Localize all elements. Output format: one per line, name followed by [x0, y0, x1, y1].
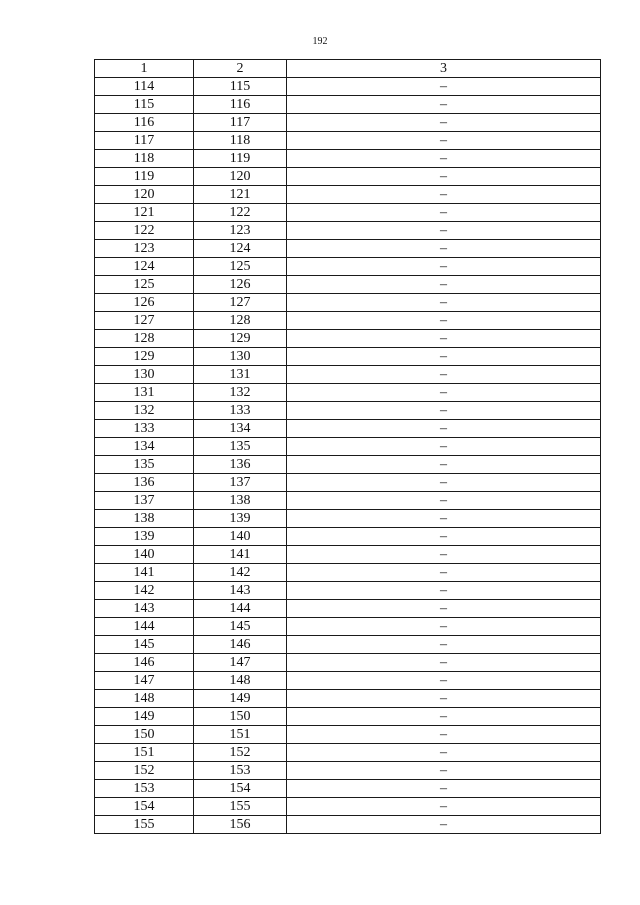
- table-cell-col-3: –: [287, 798, 601, 816]
- table-cell-col-2: 150: [194, 708, 287, 726]
- table-cell-col-1: 129: [95, 348, 194, 366]
- table-cell-col-2: 118: [194, 132, 287, 150]
- table-row: [95, 780, 601, 798]
- table-cell-col-2: 146: [194, 636, 287, 654]
- table-cell-col-1: 123: [95, 240, 194, 258]
- table-row: [95, 618, 601, 636]
- table-cell-col-1: 155: [95, 816, 194, 834]
- table-cell-col-3: –: [287, 762, 601, 780]
- table-row: [95, 402, 601, 420]
- table-cell-col-2: 144: [194, 600, 287, 618]
- table-cell-col-1: 119: [95, 168, 194, 186]
- table-cell-col-2: 127: [194, 294, 287, 312]
- table-cell-col-3: –: [287, 546, 601, 564]
- table-row: [95, 474, 601, 492]
- table-cell-col-1: 124: [95, 258, 194, 276]
- table-row: [95, 762, 601, 780]
- table-cell-col-1: 147: [95, 672, 194, 690]
- table-cell-col-1: 140: [95, 546, 194, 564]
- table-cell-col-3: –: [287, 240, 601, 258]
- table-row: [95, 546, 601, 564]
- table-cell-col-2: 143: [194, 582, 287, 600]
- table-cell-col-1: 137: [95, 492, 194, 510]
- table-cell-col-1: 136: [95, 474, 194, 492]
- table-cell-col-2: 124: [194, 240, 287, 258]
- table-cell-col-1: 141: [95, 564, 194, 582]
- table-cell-col-1: 132: [95, 402, 194, 420]
- table-cell-col-2: 148: [194, 672, 287, 690]
- table-row: [95, 510, 601, 528]
- table-cell-col-3: –: [287, 96, 601, 114]
- table-row: [95, 150, 601, 168]
- table-row: [95, 78, 601, 96]
- table-cell-col-2: 122: [194, 204, 287, 222]
- table-cell-col-3: –: [287, 222, 601, 240]
- table-cell-col-1: 115: [95, 96, 194, 114]
- table-cell-col-2: 131: [194, 366, 287, 384]
- table-cell-col-2: 155: [194, 798, 287, 816]
- table-row: [95, 636, 601, 654]
- page-number: 192: [312, 36, 328, 47]
- table-cell-col-3: –: [287, 744, 601, 762]
- table-cell-col-3: –: [287, 510, 601, 528]
- table-cell-col-2: 132: [194, 384, 287, 402]
- table-row: [95, 816, 601, 834]
- table-cell-col-3: –: [287, 402, 601, 420]
- table-cell-col-3: –: [287, 636, 601, 654]
- table-cell-col-1: 148: [95, 690, 194, 708]
- table-cell-col-1: 153: [95, 780, 194, 798]
- table-row: [95, 690, 601, 708]
- table-row: [95, 168, 601, 186]
- table-cell-col-3: –: [287, 132, 601, 150]
- table-cell-col-3: –: [287, 294, 601, 312]
- table-cell-col-3: –: [287, 780, 601, 798]
- table-cell-col-3: –: [287, 564, 601, 582]
- table-cell-col-3: –: [287, 816, 601, 834]
- table-row: [95, 672, 601, 690]
- table-cell-col-1: 152: [95, 762, 194, 780]
- table-cell-col-2: 123: [194, 222, 287, 240]
- table-row: [95, 366, 601, 384]
- table-cell-col-2: 121: [194, 186, 287, 204]
- table-cell-col-1: 142: [95, 582, 194, 600]
- table-body: [95, 78, 601, 834]
- table-cell-col-2: 145: [194, 618, 287, 636]
- data-table: [94, 59, 601, 834]
- table-cell-col-3: –: [287, 312, 601, 330]
- table-cell-col-3: –: [287, 600, 601, 618]
- table-cell-col-3: –: [287, 78, 601, 96]
- table-row: [95, 744, 601, 762]
- table-cell-col-3: –: [287, 366, 601, 384]
- table-cell-col-1: 150: [95, 726, 194, 744]
- table-cell-col-3: –: [287, 528, 601, 546]
- table-cell-col-3: –: [287, 492, 601, 510]
- table-cell-col-3: –: [287, 474, 601, 492]
- table-cell-col-1: 120: [95, 186, 194, 204]
- table-row: [95, 294, 601, 312]
- table-cell-col-3: –: [287, 456, 601, 474]
- table-cell-col-2: 129: [194, 330, 287, 348]
- table-cell-col-3: –: [287, 186, 601, 204]
- table-row: [95, 186, 601, 204]
- table-cell-col-3: –: [287, 330, 601, 348]
- table-cell-col-2: 152: [194, 744, 287, 762]
- table-cell-col-2: 120: [194, 168, 287, 186]
- table-cell-col-1: 135: [95, 456, 194, 474]
- table-cell-col-2: 136: [194, 456, 287, 474]
- table-cell-col-1: 143: [95, 600, 194, 618]
- table-header: [95, 60, 601, 78]
- table-cell-col-1: 118: [95, 150, 194, 168]
- table-row: [95, 456, 601, 474]
- header-cell-col-3: 3: [287, 60, 601, 78]
- table-cell-col-3: –: [287, 672, 601, 690]
- table-cell-col-3: –: [287, 420, 601, 438]
- table-cell-col-2: 149: [194, 690, 287, 708]
- table-cell-col-2: 156: [194, 816, 287, 834]
- table-cell-col-3: –: [287, 726, 601, 744]
- table-cell-col-1: 114: [95, 78, 194, 96]
- table-row: [95, 114, 601, 132]
- table-cell-col-1: 131: [95, 384, 194, 402]
- header-cell-col-1: 1: [95, 60, 194, 78]
- table-row: [95, 312, 601, 330]
- table-row: [95, 420, 601, 438]
- table-cell-col-3: –: [287, 618, 601, 636]
- table-cell-col-1: 134: [95, 438, 194, 456]
- table-row: [95, 96, 601, 114]
- table-cell-col-1: 139: [95, 528, 194, 546]
- table-cell-col-3: –: [287, 276, 601, 294]
- table-row: [95, 492, 601, 510]
- table-cell-col-2: 139: [194, 510, 287, 528]
- table-row: [95, 600, 601, 618]
- table-cell-col-2: 115: [194, 78, 287, 96]
- table-cell-col-2: 137: [194, 474, 287, 492]
- table-row: [95, 222, 601, 240]
- table-cell-col-2: 130: [194, 348, 287, 366]
- table-cell-col-3: –: [287, 150, 601, 168]
- table-row: [95, 240, 601, 258]
- table-cell-col-1: 146: [95, 654, 194, 672]
- table-row: [95, 384, 601, 402]
- table-cell-col-3: –: [287, 114, 601, 132]
- table-cell-col-3: –: [287, 348, 601, 366]
- table-row: [95, 330, 601, 348]
- table-cell-col-2: 138: [194, 492, 287, 510]
- table-cell-col-2: 153: [194, 762, 287, 780]
- table-cell-col-1: 133: [95, 420, 194, 438]
- table-row: [95, 708, 601, 726]
- table-cell-col-1: 149: [95, 708, 194, 726]
- table-cell-col-1: 128: [95, 330, 194, 348]
- table-cell-col-2: 128: [194, 312, 287, 330]
- table-row: [95, 582, 601, 600]
- table-cell-col-2: 125: [194, 258, 287, 276]
- table-cell-col-3: –: [287, 438, 601, 456]
- table-cell-col-1: 127: [95, 312, 194, 330]
- table-cell-col-3: –: [287, 690, 601, 708]
- table-cell-col-2: 116: [194, 96, 287, 114]
- table-cell-col-1: 126: [95, 294, 194, 312]
- table-cell-col-3: –: [287, 384, 601, 402]
- table-row: [95, 564, 601, 582]
- table-row: [95, 204, 601, 222]
- table-cell-col-2: 133: [194, 402, 287, 420]
- table-cell-col-3: –: [287, 204, 601, 222]
- table-row: [95, 528, 601, 546]
- table-cell-col-1: 154: [95, 798, 194, 816]
- table-row: [95, 654, 601, 672]
- table-cell-col-2: 135: [194, 438, 287, 456]
- table-cell-col-2: 126: [194, 276, 287, 294]
- table-cell-col-1: 116: [95, 114, 194, 132]
- table-cell-col-2: 140: [194, 528, 287, 546]
- table-cell-col-2: 147: [194, 654, 287, 672]
- table-cell-col-2: 134: [194, 420, 287, 438]
- table-cell-col-1: 125: [95, 276, 194, 294]
- table-cell-col-1: 151: [95, 744, 194, 762]
- header-cell-col-2: 2: [194, 60, 287, 78]
- table-row: [95, 726, 601, 744]
- table-cell-col-3: –: [287, 654, 601, 672]
- table-cell-col-2: 119: [194, 150, 287, 168]
- table-cell-col-1: 121: [95, 204, 194, 222]
- table-cell-col-2: 151: [194, 726, 287, 744]
- table-header-row: [95, 60, 601, 78]
- table-row: [95, 132, 601, 150]
- table-row: [95, 438, 601, 456]
- table-row: [95, 276, 601, 294]
- table-cell-col-1: 130: [95, 366, 194, 384]
- table-cell-col-3: –: [287, 168, 601, 186]
- table-cell-col-3: –: [287, 258, 601, 276]
- table-cell-col-1: 144: [95, 618, 194, 636]
- table-cell-col-2: 154: [194, 780, 287, 798]
- table-row: [95, 798, 601, 816]
- table-cell-col-1: 138: [95, 510, 194, 528]
- table-row: [95, 348, 601, 366]
- table-cell-col-3: –: [287, 708, 601, 726]
- table-cell-col-1: 122: [95, 222, 194, 240]
- table-row: [95, 258, 601, 276]
- table-cell-col-2: 141: [194, 546, 287, 564]
- table-cell-col-3: –: [287, 582, 601, 600]
- table-cell-col-2: 142: [194, 564, 287, 582]
- table-cell-col-1: 145: [95, 636, 194, 654]
- table-cell-col-1: 117: [95, 132, 194, 150]
- table-cell-col-2: 117: [194, 114, 287, 132]
